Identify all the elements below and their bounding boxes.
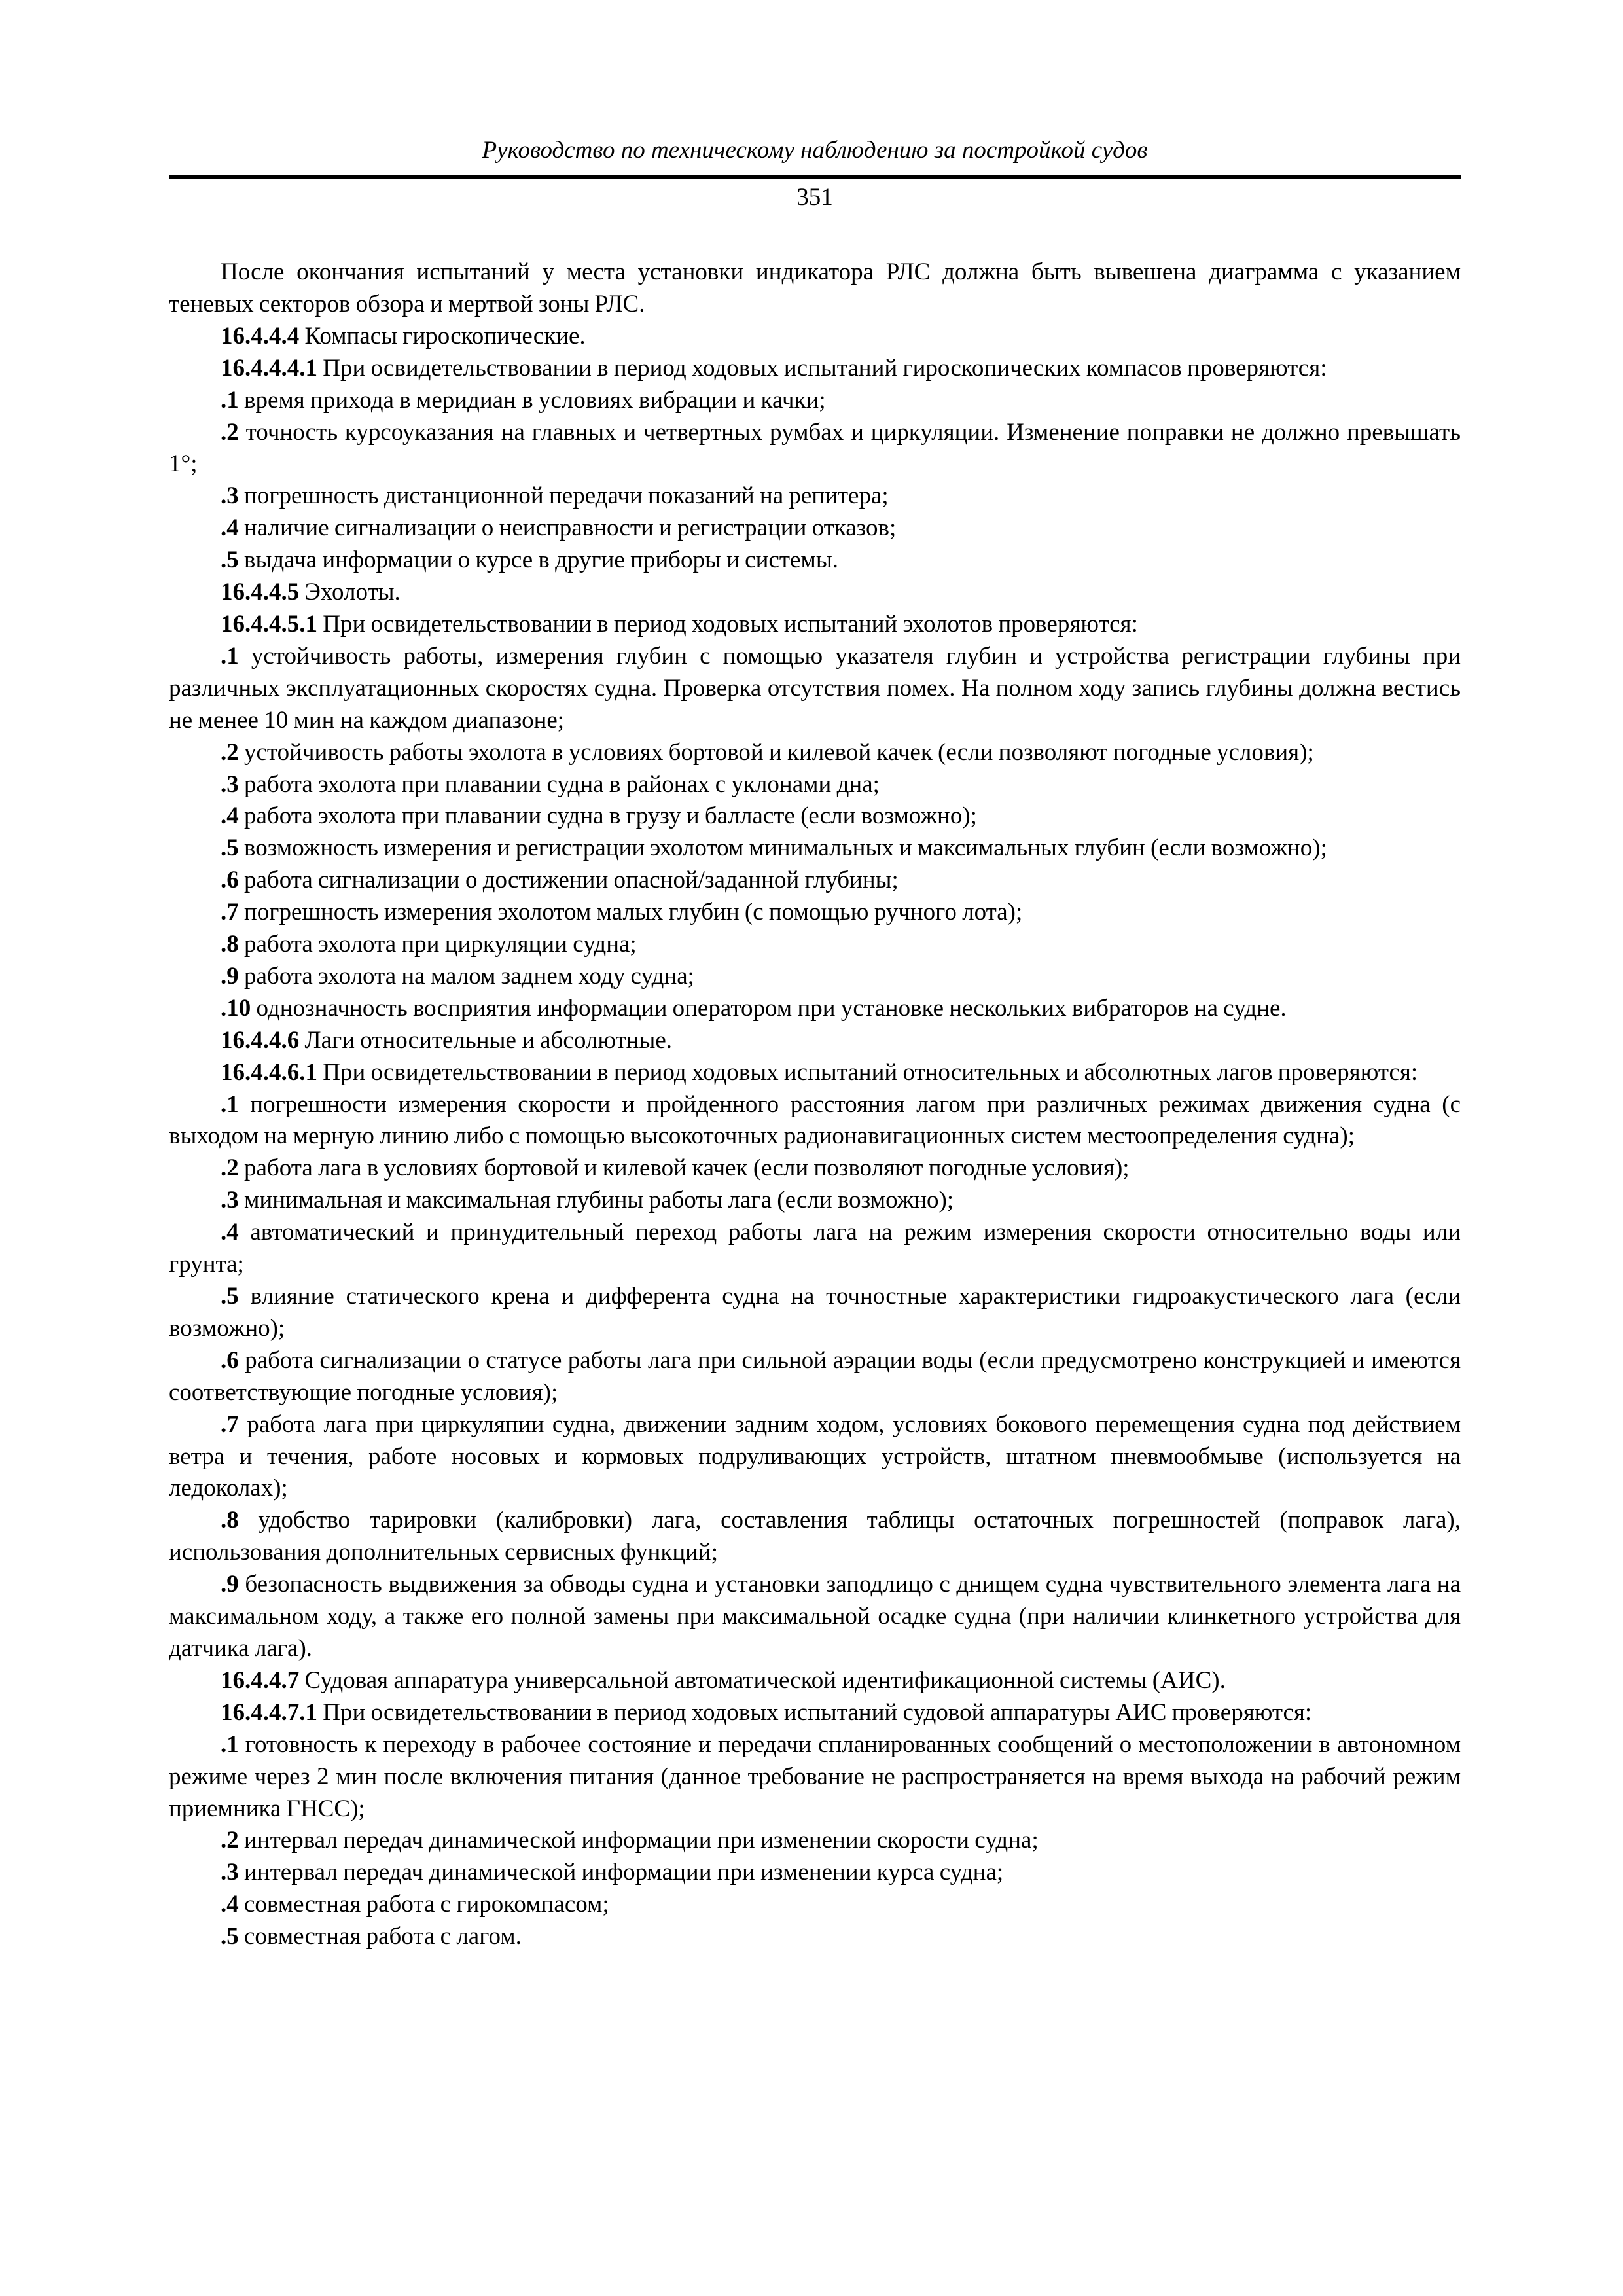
paragraph-text: работа эхолота при циркуляции судна; [238, 931, 637, 958]
document-body [169, 257, 1461, 1953]
paragraph-text: минимальная и максимальная глубины работы лага (если возможно); [238, 1187, 954, 1214]
paragraph-text: безопасность выдвижения за обводы судна и установки заподлицо с днищем судна чувствительного элемента лага на максимальном ходу, а также его полной замены при максимальной осадке судна (при наличии клинкетного устройства для датчика лага). [169, 1571, 1461, 1662]
paragraph [169, 1825, 1461, 1857]
paragraph-number: .3 [221, 1859, 239, 1886]
paragraph [169, 961, 1461, 993]
paragraph [169, 1665, 1461, 1697]
paragraph [169, 1185, 1461, 1217]
paragraph-number: .1 [221, 1731, 239, 1758]
paragraph-number: .5 [221, 834, 239, 862]
paragraph [169, 865, 1461, 897]
paragraph [169, 737, 1461, 769]
paragraph-text: работа эхолота при плавании судна в грузу и балласте (если возможно); [238, 802, 977, 830]
paragraph-number: 16.4.4.7.1 [221, 1698, 317, 1726]
paragraph-text: удобство тарировки (калибровки) лага, составления таблицы остаточных погрешностей (поправок лага), использования дополнительных сервисных функций; [169, 1507, 1461, 1566]
paragraph-number: 16.4.4.4 [221, 322, 300, 350]
paragraph [169, 609, 1461, 641]
paragraph-number: .1 [221, 386, 239, 414]
paragraph [169, 1889, 1461, 1921]
paragraph-number: .4 [221, 802, 239, 830]
paragraph-text: работа лага в условиях бортовой и килевой качек (если позволяют погодные условия); [238, 1155, 1130, 1182]
paragraph-number: .10 [221, 994, 251, 1022]
paragraph [169, 577, 1461, 609]
paragraph-number: .5 [221, 547, 239, 574]
paragraph-text: работа сигнализации о достижении опасной/заданной глубины; [238, 867, 899, 894]
paragraph-text: устойчивость работы, измерения глубин с помощью указателя глубин и устройства регистрации глубины при различных эксплуатационных скоростях судна. Проверка отсутствия помех. На полном ходу запись глубины должна вестись не менее 10 мин на каждом диапазоне; [169, 642, 1461, 734]
paragraph [169, 353, 1461, 385]
paragraph-number: .2 [221, 1155, 239, 1182]
paragraph-text: При освидетельствовании в период ходовых испытаний эхолотов проверяются: [317, 610, 1138, 637]
paragraph [169, 512, 1461, 545]
paragraph-text: работа лага при циркуляпии судна, движении задним ходом, условиях бокового перемещения судна под действием ветра и течения, работе носовых и кормовых подруливающих устройств, штатном пневмообмыве (используется на ледоколах); [169, 1410, 1461, 1502]
paragraph [169, 480, 1461, 512]
paragraph-number: 16.4.4.4.1 [221, 354, 317, 382]
paragraph-number: .2 [221, 1827, 239, 1854]
paragraph-number: .9 [221, 962, 239, 990]
paragraph-number: .3 [221, 482, 239, 510]
paragraph-text: Лаги относительные и абсолютные. [299, 1026, 672, 1054]
paragraph-text: выдача информации о курсе в другие приборы и системы. [238, 547, 838, 574]
paragraph [169, 769, 1461, 801]
paragraph-text: точность курсоуказания на главных и четвертных румбах и циркуляции. Изменение поправки не должно превышать 1°; [169, 418, 1461, 478]
paragraph-text: влияние статического крена и дифферента судна на точностные характеристики гидроакустического лага (если возможно); [169, 1283, 1461, 1342]
paragraph [169, 1057, 1461, 1089]
paragraph [169, 257, 1461, 321]
paragraph [169, 1857, 1461, 1889]
paragraph-text: Компасы гироскопические. [299, 322, 586, 350]
paragraph [169, 1921, 1461, 1953]
paragraph-text: совместная работа с гирокомпасом; [238, 1891, 609, 1918]
paragraph [169, 833, 1461, 865]
paragraph [169, 321, 1461, 353]
paragraph-text: работа эхолота на малом заднем ходу судна; [238, 962, 694, 990]
paragraph-text: погрешность дистанционной передачи показаний на репитера; [238, 482, 889, 510]
paragraph-number: .5 [221, 1923, 239, 1950]
paragraph-text: После окончания испытаний у места установки индикатора РЛС должна быть вывешена диаграмма с указанием теневых секторов обзора и мертвой зоны РЛС. [169, 259, 1461, 317]
paragraph-number: 16.4.4.5 [221, 579, 300, 606]
page-number: 351 [796, 184, 833, 211]
paragraph-text: готовность к переходу в рабочее состояние и передачи спланированных сообщений о местоположении в автономном режиме через 2 мин после включения питания (данное требование не распространяется на время выхода на рабочий режим приемника ГНСС); [169, 1731, 1461, 1822]
paragraph [169, 1025, 1461, 1057]
paragraph [169, 1217, 1461, 1281]
paragraph-text: При освидетельствовании в период ходовых испытаний гироскопических компасов проверяются: [317, 354, 1327, 382]
paragraph-number: 16.4.4.6.1 [221, 1058, 317, 1086]
paragraph [169, 1345, 1461, 1409]
paragraph-text: При освидетельствовании в период ходовых испытаний относительных и абсолютных лагов проверяются: [317, 1058, 1418, 1086]
paragraph [169, 1089, 1461, 1153]
paragraph-number: .1 [221, 1090, 239, 1118]
paragraph-number: .4 [221, 1219, 239, 1246]
paragraph-number: .4 [221, 514, 239, 542]
paragraph [169, 1729, 1461, 1825]
paragraph-number: .6 [221, 867, 239, 894]
paragraph-number: .8 [221, 931, 239, 958]
paragraph [169, 993, 1461, 1025]
paragraph-text: автоматический и принудительный переход работы лага на режим измерения скорости относительно воды или грунта; [169, 1219, 1461, 1278]
paragraph [169, 897, 1461, 929]
paragraph-text: Судовая аппаратура универсальной автоматической идентификационной системы (АИС). [299, 1666, 1226, 1694]
paragraph-number: .4 [221, 1891, 239, 1918]
paragraph [169, 545, 1461, 577]
paragraph-number: .7 [221, 1410, 239, 1438]
paragraph-text: устойчивость работы эхолота в условиях бортовой и килевой качек (если позволяют погодные условия); [238, 738, 1314, 766]
running-title: Руководство по техническому наблюдению за постройкой судов [482, 137, 1148, 164]
paragraph-text: однозначность восприятия информации оператором при установке нескольких вибраторов на судне. [251, 994, 1287, 1022]
paragraph-number: .1 [221, 642, 239, 670]
paragraph-text: Эхолоты. [299, 579, 401, 606]
paragraph-text: При освидетельствовании в период ходовых испытаний судовой аппаратуры АИС проверяются: [317, 1698, 1312, 1726]
paragraph-text: работа сигнализации о статусе работы лага при сильной аэрации воды (если предусмотрено конструкцией и имеются соответствующие погодные условия); [169, 1346, 1461, 1406]
paragraph-text: время прихода в меридиан в условиях вибрации и качки; [238, 386, 826, 414]
paragraph [169, 800, 1461, 833]
paragraph-number: .5 [221, 1283, 239, 1310]
paragraph-number: .8 [221, 1507, 239, 1534]
paragraph [169, 929, 1461, 961]
paragraph-text: погрешности измерения скорости и пройденного расстояния лагом при различных режимах движения судна (с выходом на мерную линию либо с помощью высокоточных радионавигационных систем местоопределения судна); [169, 1090, 1461, 1150]
paragraph-number: .3 [221, 1187, 239, 1214]
paragraph-number: 16.4.4.5.1 [221, 610, 317, 637]
paragraph [169, 417, 1461, 481]
paragraph-number: 16.4.4.7 [221, 1666, 300, 1694]
paragraph-number: .2 [221, 738, 239, 766]
paragraph-number: .6 [221, 1346, 239, 1374]
paragraph-number: .7 [221, 899, 239, 926]
paragraph-number: 16.4.4.6 [221, 1026, 300, 1054]
paragraph-number: .2 [221, 418, 239, 446]
paragraph-number: .3 [221, 770, 239, 798]
paragraph [169, 1569, 1461, 1665]
paragraph [169, 641, 1461, 737]
paragraph [169, 1153, 1461, 1185]
paragraph-text: погрешность измерения эхолотом малых глубин (с помощью ручного лота); [238, 899, 1023, 926]
paragraph-text: совместная работа с лагом. [238, 1923, 522, 1950]
paragraph-text: наличие сигнализации о неисправности и регистрации отказов; [238, 514, 897, 542]
paragraph [169, 1281, 1461, 1345]
paragraph [169, 1409, 1461, 1505]
paragraph [169, 385, 1461, 417]
header-rule [169, 175, 1461, 179]
paragraph [169, 1697, 1461, 1729]
paragraph-text: интервал передач динамической информации при изменении скорости судна; [238, 1827, 1039, 1854]
paragraph [169, 1505, 1461, 1569]
paragraph-number: .9 [221, 1571, 239, 1598]
paragraph-text: интервал передач динамической информации при изменении курса судна; [238, 1859, 1004, 1886]
paragraph-text: возможность измерения и регистрации эхолотом минимальных и максимальных глубин (если возможно); [238, 834, 1327, 862]
paragraph-text: работа эхолота при плавании судна в районах с уклонами дна; [238, 770, 880, 798]
